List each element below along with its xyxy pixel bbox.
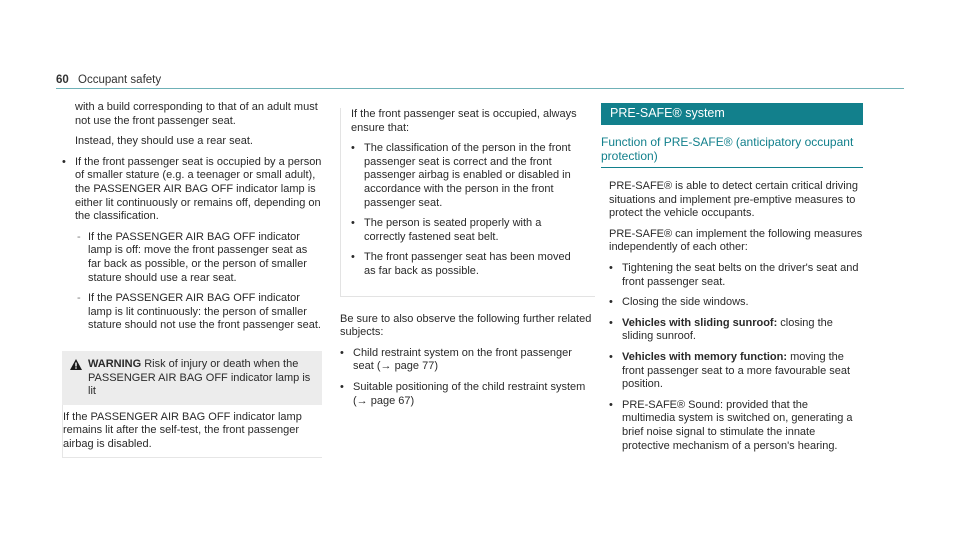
info-box xyxy=(340,108,595,297)
list-item-text: closing the sliding sunroof. xyxy=(622,316,833,343)
list-item: • PRE-SAFE® Sound: provided that the multimedia system is switched on, generating a brief noise signal to stimulate the innate protective mechanism of a person's hearing. xyxy=(609,399,863,453)
paragraph: PRE-SAFE® can implement the following measures independently of each other: xyxy=(609,227,863,254)
list-item: • Closing the side windows. xyxy=(609,296,863,310)
list-item-bold: Vehicles with sliding sunroof: xyxy=(622,316,778,329)
column-2 xyxy=(340,108,595,415)
page-header xyxy=(56,74,161,86)
list-item: • The person is seated properly with a correctly fastened seat belt. xyxy=(351,217,585,244)
list-item: • The classification of the person in the front passenger seat is correct and the front passenger airbag is enabled or disabled in accordance with the person in the front passenger seat. xyxy=(351,142,585,210)
subsection-heading: Function of PRE-SAFE® (anticipatory occupant protection) xyxy=(601,135,863,168)
section-title: Occupant safety xyxy=(78,74,162,86)
list-item: • Child restraint system on the front passenger seat (→ page 77) xyxy=(340,347,595,374)
list-item-text: moving the front passenger seat to a more favourable seat position. xyxy=(622,350,851,391)
column-1 xyxy=(62,101,322,458)
page-number: 60 xyxy=(56,74,69,86)
paragraph: Be sure to also observe the following further related subjects: xyxy=(340,312,592,339)
list-item: • The front passenger seat has been moved as far back as possible. xyxy=(351,251,585,278)
warning-body xyxy=(62,405,322,459)
warning-header xyxy=(62,351,322,405)
list-item: • Tightening the seat belts on the driver's seat and front passenger seat. xyxy=(609,262,863,289)
header-rule xyxy=(56,88,904,89)
warning-icon xyxy=(70,359,82,370)
paragraph: with a build corresponding to that of an adult must not use the front passenger seat. xyxy=(75,101,318,127)
sub-list-item: - If the PASSENGER AIR BAG OFF indicator lamp is off: move the front passenger seat as far back as possible, or the person of smaller stature should use a rear seat. xyxy=(75,231,322,285)
column-3 xyxy=(601,103,863,460)
list-item: • If the front passenger seat is occupied by a person of smaller stature (e.g. a teenager or small adult), the PASSENGER AIR BAG OFF indicator lamp is either lit continuously or remains off, depending on the classification. xyxy=(62,156,322,224)
list-item-bold: Vehicles with memory function: xyxy=(622,350,788,363)
sub-list-item: - If the PASSENGER AIR BAG OFF indicator lamp is lit continuously: the person of smaller stature should not use the front passenger seat. xyxy=(75,292,322,333)
paragraph: If the front passenger seat is occupied, always ensure that: xyxy=(351,108,577,134)
list-item: • Suitable positioning of the child restraint system (→ page 67) xyxy=(340,381,595,408)
list-item xyxy=(609,317,863,344)
paragraph: Instead, they should use a rear seat. xyxy=(75,135,253,148)
paragraph: PRE-SAFE® is able to detect certain critical driving situations and implement pre-emptive measures to protect the vehicle occupants. xyxy=(609,180,858,220)
warning-text: If the PASSENGER AIR BAG OFF indicator lamp remains lit after the self-test, the front passenger airbag is disabled. xyxy=(63,410,302,450)
warning-title: Risk of injury or death when the PASSENGER AIR BAG OFF indicator lamp is lit xyxy=(88,357,311,398)
warning-label: WARNING xyxy=(88,357,142,370)
section-bar-title: PRE-SAFE® system xyxy=(601,103,863,125)
list-item xyxy=(609,351,863,392)
